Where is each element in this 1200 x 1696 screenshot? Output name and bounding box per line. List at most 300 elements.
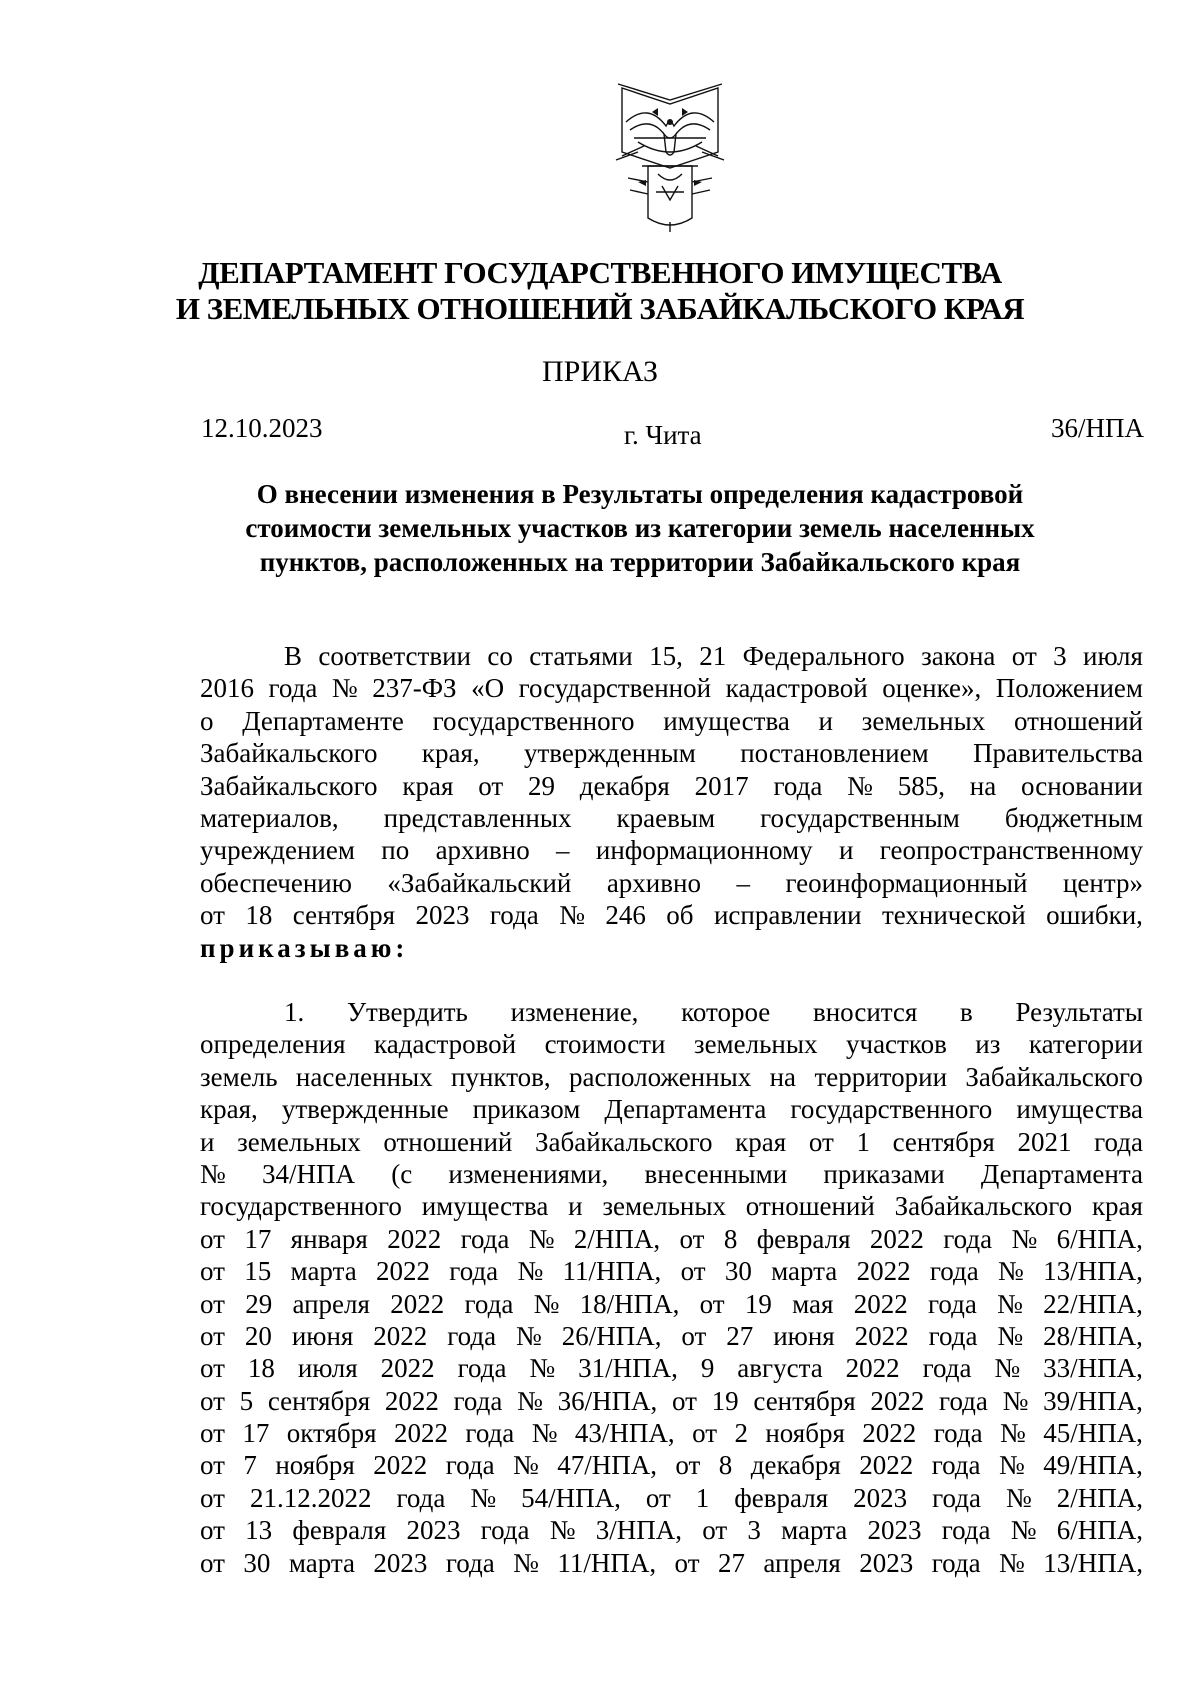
word: бюджетным: [1004, 802, 1143, 833]
word: апреля: [292, 1288, 370, 1319]
word: соответствии: [318, 641, 471, 671]
word: и: [838, 835, 854, 866]
word: центр»: [1062, 867, 1143, 898]
word: №: [513, 1547, 539, 1578]
word: расположенных: [569, 1061, 752, 1092]
word: 17: [242, 1418, 270, 1449]
word: 30: [724, 1256, 752, 1287]
department-title-line2: И ЗЕМЕЛЬНЫХ ОТНОШЕНИЙ ЗАБАЙКАЛЬСКОГО КРАЯ: [175, 291, 1025, 326]
word: от: [200, 1547, 225, 1578]
word: сентября: [267, 1385, 371, 1416]
word: 2022: [376, 1256, 430, 1287]
word: основании: [1021, 770, 1143, 801]
word: №: [997, 1288, 1023, 1319]
word: 19: [711, 1385, 739, 1416]
word: от: [680, 1256, 706, 1287]
word: Забайкальского: [894, 1191, 1073, 1222]
item-line: [200, 1547, 1143, 1579]
word: имущества: [421, 1191, 549, 1222]
word: №: [999, 1547, 1025, 1578]
item-line: [200, 996, 1143, 1028]
word: марта: [771, 1256, 838, 1287]
word: от: [200, 1320, 225, 1351]
word: года: [460, 1223, 510, 1254]
item-line: [200, 1482, 1143, 1514]
word: 2022: [390, 1288, 445, 1319]
word: на: [969, 770, 997, 801]
word: №: [997, 1320, 1024, 1351]
word: пунктов,: [451, 1061, 551, 1092]
item-line: [200, 1514, 1143, 1546]
item-line: [200, 1255, 1143, 1287]
word: стоимости: [544, 1029, 666, 1060]
word: территории: [814, 1061, 948, 1092]
item-line: [200, 1417, 1143, 1449]
word: кадастровой: [374, 1029, 517, 1060]
order-word-line: [200, 932, 1143, 964]
word: населенных: [295, 1061, 433, 1092]
word: №: [517, 1256, 544, 1287]
word: от: [200, 1482, 225, 1513]
word: Департаменте: [242, 705, 404, 736]
word: 246: [605, 900, 646, 931]
word: 54/НПА,: [521, 1482, 621, 1513]
word: 5: [239, 1385, 254, 1416]
word: от: [692, 1418, 718, 1449]
item-1-paragraph: [200, 996, 1143, 1579]
word: 11/НПА,: [562, 1256, 662, 1287]
word: 2017: [694, 770, 749, 801]
word: из: [975, 1029, 1001, 1060]
word: октября: [286, 1418, 377, 1449]
subject-line: стоимости земельных участков из категории земель населенных: [245, 513, 1035, 543]
word: 2022: [373, 1450, 428, 1481]
word: года: [773, 770, 823, 801]
word: 585,: [897, 770, 945, 801]
subject-line: О внесении изменения в Результаты определения кадастровой: [256, 479, 1024, 509]
word: года: [268, 673, 318, 704]
word: года: [1094, 1126, 1143, 1157]
preamble-line: [200, 867, 1143, 899]
word: №: [1002, 1385, 1029, 1416]
word: 2022: [859, 1450, 914, 1481]
word: от: [702, 1515, 728, 1546]
word: края: [735, 1126, 787, 1157]
item-line: [200, 1158, 1143, 1190]
word: от: [699, 1288, 725, 1319]
word: августа: [737, 1353, 823, 1384]
word: ноября: [275, 1450, 355, 1481]
word: года: [453, 1385, 503, 1416]
word: Положением: [995, 673, 1143, 704]
word: ошибки,: [1046, 900, 1143, 931]
word: года: [447, 1320, 497, 1351]
item-line: [200, 1320, 1143, 1352]
preamble-line: [200, 672, 1143, 704]
word: февраля: [292, 1515, 387, 1546]
word: отношений: [383, 1126, 513, 1157]
item-line: [200, 1061, 1143, 1093]
word: архивно: [606, 867, 701, 898]
word: года: [931, 1547, 981, 1578]
word: изменение,: [510, 997, 639, 1027]
word: марта: [288, 1547, 355, 1578]
word: года: [465, 1418, 515, 1449]
word: 2023: [859, 1547, 914, 1578]
word: года: [939, 1385, 988, 1416]
word: 15: [244, 1256, 272, 1287]
item-line: [200, 1352, 1143, 1384]
word: 9: [700, 1353, 715, 1384]
word: отношений: [1013, 705, 1143, 736]
word: 22/НПА,: [1043, 1288, 1143, 1319]
word: №: [559, 900, 585, 931]
item-line: [200, 1223, 1143, 1255]
word: 19: [744, 1288, 772, 1319]
word: со: [487, 641, 513, 671]
preamble-line: [200, 834, 1143, 866]
word: края: [1091, 1191, 1143, 1222]
word: июня: [773, 1320, 835, 1351]
preamble-line: [200, 770, 1143, 802]
word: архивно: [435, 835, 530, 866]
word: представленных: [383, 802, 572, 833]
word: Департамента: [604, 1094, 767, 1125]
word: ноября: [765, 1418, 845, 1449]
word: 21.12.2022: [249, 1482, 372, 1513]
preamble-line: [200, 802, 1143, 834]
word: земельных: [602, 1191, 726, 1222]
word: постановлением: [740, 738, 929, 769]
word: года: [922, 1353, 972, 1384]
word: 2022: [854, 1320, 909, 1351]
word: 2022: [853, 1288, 908, 1319]
word: «О: [471, 673, 505, 704]
word: года: [445, 1547, 495, 1578]
word: кадастровой: [725, 673, 868, 704]
word: сентября: [292, 900, 396, 931]
word: июня: [291, 1320, 354, 1351]
word: отношений: [745, 1191, 875, 1222]
word: Забайкальского: [535, 1126, 713, 1157]
word: 3: [1053, 641, 1067, 671]
word: февраля: [734, 1482, 829, 1513]
word: края: [402, 770, 454, 801]
word: земель: [200, 1061, 278, 1092]
word: 47/НПА,: [557, 1450, 657, 1481]
word: 3: [747, 1515, 761, 1546]
word: июля: [297, 1353, 358, 1384]
word: Забайкальского: [965, 1061, 1143, 1092]
word: №: [1011, 1223, 1038, 1254]
word: 8: [718, 1450, 733, 1481]
word: 7: [243, 1450, 257, 1481]
preamble-line: [200, 737, 1143, 769]
word: июля: [1083, 641, 1143, 671]
document-subject: [200, 477, 1080, 579]
word: земельных: [861, 705, 986, 736]
word: (с: [391, 1158, 413, 1189]
word: 29: [245, 1288, 273, 1319]
word: 36/НПА,: [557, 1385, 658, 1416]
word: Федерального: [742, 641, 905, 671]
word: 45/НПА,: [1043, 1418, 1143, 1449]
word: года: [480, 1515, 530, 1546]
word: апреля: [763, 1547, 841, 1578]
word: –: [736, 867, 750, 898]
word: 33/НПА,: [1043, 1353, 1143, 1384]
word: исправлении: [713, 900, 862, 931]
word: от: [200, 1256, 225, 1287]
word: края,: [200, 1094, 258, 1125]
item-line: [200, 1028, 1143, 1060]
word: 6/НПА,: [1056, 1223, 1143, 1254]
item-line: [200, 1385, 1143, 1417]
word: №: [549, 1515, 576, 1546]
word: 18: [245, 900, 273, 931]
item-line: [200, 1288, 1143, 1320]
word: Забайкальского: [200, 770, 378, 801]
word: утвержденные: [281, 1094, 449, 1125]
word: марта: [290, 1256, 357, 1287]
word: утвержденным: [524, 738, 696, 769]
word: года: [464, 1288, 514, 1319]
word: определения: [200, 1029, 346, 1060]
word: года: [457, 1353, 507, 1384]
preamble-line: [200, 899, 1143, 931]
word: 34/НПА: [261, 1158, 355, 1189]
word: категории: [1028, 1029, 1143, 1060]
word: об: [666, 900, 694, 931]
word: сентября: [892, 1126, 995, 1157]
word: государственной: [518, 673, 712, 704]
word: 13: [245, 1515, 273, 1546]
word: 15,: [649, 641, 683, 671]
word: 30: [243, 1547, 271, 1578]
word: 3/НПА,: [595, 1515, 682, 1546]
word: года: [396, 1482, 446, 1513]
word: участков: [845, 1029, 947, 1060]
word: и: [200, 1126, 215, 1157]
word: №: [847, 770, 873, 801]
word: которое: [681, 997, 771, 1027]
word: от: [672, 1385, 697, 1416]
word: января: [290, 1223, 368, 1254]
word: имущества: [1016, 1094, 1143, 1125]
word: года: [445, 1450, 495, 1481]
word: 2022: [394, 1418, 448, 1449]
word: 2022: [845, 1353, 900, 1384]
item-line: [200, 1449, 1143, 1481]
word: приказом: [472, 1094, 581, 1125]
word: 11/НПА,: [557, 1547, 657, 1578]
document-date: 12.10.2023: [201, 413, 323, 443]
subject-line: пунктов, расположенных на территории Забайкальского края: [259, 547, 1021, 577]
word: информационному: [595, 835, 813, 866]
word: земельных: [693, 1029, 818, 1060]
word: оценке»,: [882, 673, 982, 704]
word: 28/НПА,: [1043, 1320, 1143, 1351]
word: от: [200, 900, 225, 931]
word: №: [1010, 1515, 1037, 1546]
word: геопространственному: [879, 835, 1143, 866]
word: приказами: [823, 1158, 945, 1189]
word: 27: [717, 1547, 745, 1578]
document-type: ПРИКАЗ: [542, 355, 658, 388]
word: 13/НПА,: [1043, 1256, 1143, 1287]
word: и: [568, 1191, 583, 1222]
word: от: [808, 1126, 834, 1157]
word: учреждением: [200, 835, 355, 866]
word: года: [943, 1223, 993, 1254]
word: 21: [699, 641, 727, 671]
word: вносится: [812, 997, 918, 1027]
word: 17: [244, 1223, 272, 1254]
word: года: [932, 1482, 981, 1513]
word: 2022: [380, 1353, 435, 1384]
document-city: г. Чита: [624, 420, 702, 450]
word: –: [556, 835, 570, 866]
word: и: [818, 705, 833, 736]
word: 2023: [853, 1482, 908, 1513]
item-line: [200, 1093, 1143, 1125]
word: от: [200, 1418, 225, 1449]
preamble-paragraph: [200, 640, 1143, 964]
word: №: [994, 1353, 1021, 1384]
word: о: [200, 705, 214, 736]
word: закона: [921, 641, 996, 671]
word: №: [516, 1320, 542, 1351]
word: статьями: [529, 641, 633, 671]
word: от: [200, 1515, 225, 1546]
word: «Забайкальский: [387, 867, 572, 898]
word: 6/НПА,: [1056, 1515, 1143, 1546]
word: от: [1011, 641, 1037, 671]
word: №: [528, 1223, 555, 1254]
word: декабря: [579, 770, 670, 801]
word: 2023: [867, 1515, 922, 1546]
word: 2022: [384, 1385, 439, 1416]
word: 2/НПА,: [1056, 1482, 1143, 1513]
word: от: [478, 770, 504, 801]
word: сентября: [753, 1385, 856, 1416]
word: февраля: [756, 1223, 851, 1254]
word: 18: [247, 1353, 275, 1384]
word: 8: [723, 1223, 738, 1254]
word: №: [533, 1288, 560, 1319]
word: Департамента: [980, 1158, 1143, 1189]
word: краевым: [616, 802, 716, 833]
word: марта: [781, 1515, 848, 1546]
word: 26/НПА,: [561, 1320, 662, 1351]
word: 2: [734, 1418, 748, 1449]
word: №: [470, 1482, 497, 1513]
word: №: [1005, 1482, 1032, 1513]
word: по: [381, 835, 410, 866]
item-line: [200, 1126, 1143, 1158]
word: 27: [726, 1320, 754, 1351]
word: года: [929, 1256, 979, 1287]
word: от: [645, 1482, 671, 1513]
word: 31/НПА,: [578, 1353, 678, 1384]
word: от: [200, 1450, 225, 1481]
word: №: [517, 1385, 543, 1416]
word: земельных: [237, 1126, 361, 1157]
item-line: [200, 1190, 1143, 1222]
word: 2023: [415, 900, 470, 931]
word: края,: [421, 738, 480, 769]
word: №: [531, 1418, 558, 1449]
word: от: [679, 1223, 705, 1254]
word: от: [674, 1547, 700, 1578]
word: 39/НПА,: [1043, 1385, 1143, 1416]
word: Правительства: [973, 738, 1143, 769]
word: в: [960, 997, 973, 1027]
word: года: [928, 1320, 978, 1351]
word: государственным: [760, 802, 960, 833]
word: 2021: [1017, 1126, 1072, 1157]
word: 2022: [869, 1223, 924, 1254]
word: государственного: [432, 705, 635, 736]
preamble-line: [200, 640, 1143, 672]
word: 2022: [870, 1385, 925, 1416]
department-title-line1: ДЕПАРТАМЕНТ ГОСУДАРСТВЕННОГО ИМУЩЕСТВА: [198, 255, 1002, 290]
word: изменениями,: [448, 1158, 609, 1189]
word: №: [331, 673, 358, 704]
word: 43/НПА,: [574, 1418, 675, 1449]
word: от: [675, 1450, 701, 1481]
word: года: [933, 1418, 983, 1449]
word: от: [200, 1223, 225, 1254]
word: имущества: [663, 705, 790, 736]
word: №: [998, 1450, 1025, 1481]
word: Результаты: [1015, 997, 1143, 1027]
word: 2023: [406, 1515, 461, 1546]
word: декабря: [750, 1450, 841, 1481]
word: 29: [527, 770, 555, 801]
word: 2023: [373, 1547, 428, 1578]
word: №: [529, 1353, 556, 1384]
word: 20: [244, 1320, 272, 1351]
word: геоинформационный: [785, 867, 1028, 898]
word: Утвердить: [346, 997, 468, 1027]
word: 2022: [862, 1418, 917, 1449]
word: государственного: [200, 1191, 402, 1222]
coat-of-arms-emblem: [608, 82, 732, 234]
word: 18/НПА,: [579, 1288, 680, 1319]
word: года: [449, 1256, 499, 1287]
word: 2016: [200, 673, 254, 704]
word: Забайкальского: [200, 738, 378, 769]
word: 2022: [856, 1256, 911, 1287]
word: 2/НПА,: [573, 1223, 661, 1254]
word: года: [489, 900, 539, 931]
document-number: 36/НПА: [1051, 413, 1144, 443]
order-word: приказываю:: [200, 932, 409, 963]
word: 1: [856, 1126, 870, 1157]
word: от: [200, 1288, 225, 1319]
word: №: [1000, 1418, 1026, 1449]
word: государственного: [790, 1094, 993, 1125]
preamble-line: [200, 705, 1143, 737]
word: 13/НПА,: [1043, 1547, 1143, 1578]
word: обеспечению: [200, 867, 352, 898]
word: года: [927, 1288, 977, 1319]
word: №: [200, 1158, 226, 1189]
word: от: [200, 1385, 225, 1416]
word: технической: [881, 900, 1026, 931]
word: от: [200, 1353, 225, 1384]
